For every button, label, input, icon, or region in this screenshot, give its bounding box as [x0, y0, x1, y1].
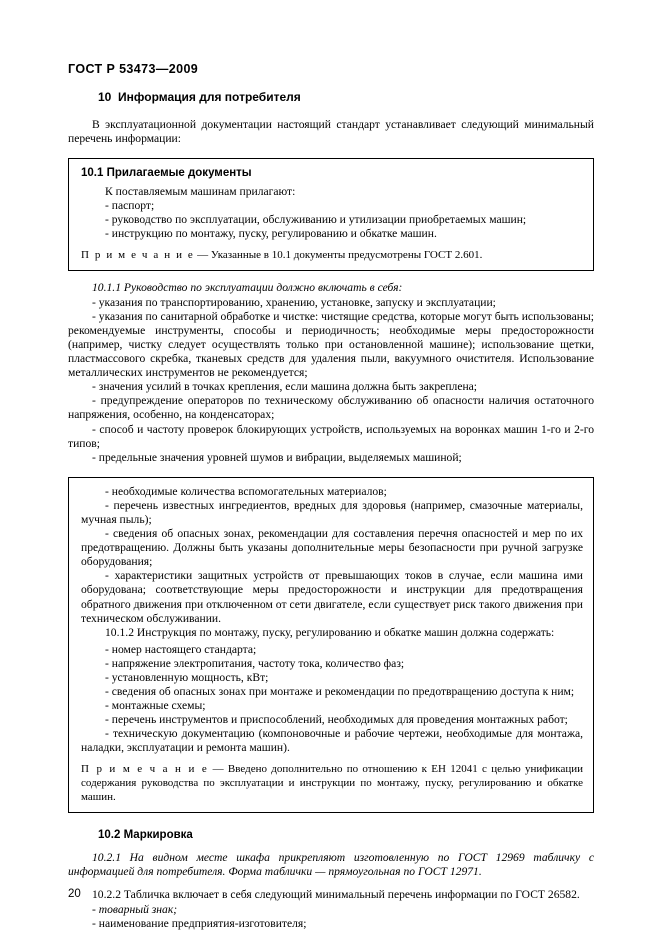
- list-item: - сведения об опасных зонах, рекомендации для составления перечня опасностей и мер по их предотвращению. Должны быть указаны дополнительные меры безопасности при ручной загрузке оборудования;: [81, 527, 583, 569]
- box-dopolnitelnye-trebovaniya: [68, 477, 594, 813]
- box1-title: 10.1 Прилагаемые документы: [81, 167, 252, 180]
- list-item: - номер настоящего стандарта;: [105, 642, 257, 656]
- section-10-2-title: 10.2 Маркировка: [98, 828, 193, 841]
- clause-10-1-2-heading: 10.1.2 Инструкция по монтажу, пуску, регулированию и обкатке машин должна содержать:: [105, 625, 555, 639]
- list-item: - предельные значения уровней шумов и вибрации, выделяемых машиной;: [92, 450, 462, 464]
- list-item: - паспорт;: [105, 199, 155, 213]
- note-text: — Введено дополнительно по отношению к ЕН 12041 с целью унификации содержания руководства по эксплуатации и инструкции по монтажу, пуску, регулированию и обкатке машин.: [81, 762, 583, 803]
- list-item: - товарный знак;: [92, 902, 178, 916]
- list-item: - необходимые количества вспомогательных материалов;: [105, 484, 387, 498]
- page-title: [98, 90, 594, 104]
- section-title-text: Информация для потребителя: [118, 90, 301, 104]
- box1-note: [81, 248, 583, 262]
- list-item: - способ и частоту проверок блокирующих устройств, используемых на воронках машин 1-го и 2-го типов;: [68, 422, 594, 450]
- note-text: — Указанные в 10.1 документы предусмотрены ГОСТ 2.601.: [194, 248, 483, 261]
- note-label: П р и м е ч а н и е: [81, 762, 209, 775]
- section-number: 10: [98, 90, 112, 104]
- list-item: - предупреждение операторов по техническому обслуживанию об опасности наличия остаточного напряжения, особенно, на конденсаторах;: [68, 394, 594, 422]
- clause-10-1-1-heading: 10.1.1 Руководство по эксплуатации должно включать в себя:: [92, 280, 403, 294]
- list-item: - техническую документацию (компоновочные и рабочие чертежи, необходимые для монтажа, наладки, эксплуатации и ремонта машин).: [81, 727, 583, 755]
- list-item: - указания по санитарной обработке и чистке: чистящие средства, которые могут быть использованы; рекомендуемые инструменты, способы и периодичность; необходимые меры предосторожности (например, чистку следует осуществлять только при остановленной машине); использование щетки, пластмассового скребка, тканевых средств для удаления пыли, вакуумного очистителя. Использование металлических инструментов не рекомендуется;: [68, 309, 594, 380]
- list-item: - установленную мощность, кВт;: [105, 671, 269, 684]
- list-item: - напряжение электропитания, частоту тока, количество фаз;: [105, 656, 405, 670]
- list-item: - сведения об опасных зонах при монтаже и рекомендации по предотвращению доступа к ним;: [105, 685, 575, 699]
- list-item: - монтажные схемы;: [105, 699, 206, 713]
- list-item: - указания по транспортированию, хранению, установке, запуску и эксплуатации;: [92, 295, 496, 309]
- page-header-standard-number: ГОСТ Р 53473—2009: [68, 62, 199, 76]
- section-intro-paragraph: В эксплуатационной документации настоящий стандарт устанавливает следующий минимальный перечень информации:: [68, 118, 594, 146]
- list-item: - значения усилий в точках крепления, если машина должна быть закреплена;: [92, 380, 478, 394]
- list-item: - перечень известных ингредиентов, вредных для здоровья (например, смазочные материалы, мучная пыль);: [81, 498, 583, 526]
- list-item: - руководство по эксплуатации, обслуживанию и утилизации приобретаемых машин;: [105, 213, 527, 227]
- clause-10-1-1: [68, 281, 594, 465]
- clause-10-2-1: 10.2.1 На видном месте шкафа прикрепляют изготовленную по ГОСТ 12969 табличку с информацией для потребителя. Форма таблички — прямоугольная по ГОСТ 12971.: [68, 850, 594, 878]
- page-content: [68, 90, 594, 931]
- list-item: - характеристики защитных устройств от превышающих токов в случае, если машина ими оборудована; соответствующие меры предосторожности и инструкции для предотвращения обратного движения при отключенном от сети двигателе, если существует риск такого движения при техническом обслуживании.: [81, 569, 583, 625]
- page-number: 20: [68, 888, 81, 900]
- list-item: - наименование предприятия-изготовителя;: [92, 916, 307, 930]
- list-item: - перечень инструментов и приспособлений, необходимых для проведения монтажных работ;: [105, 713, 568, 727]
- box2-note: [81, 762, 583, 804]
- note-label: П р и м е ч а н и е: [81, 248, 195, 261]
- list-item: - инструкцию по монтажу, пуску, регулированию и обкатке машин.: [105, 227, 437, 241]
- box1-lead: К поставляемым машинам прилагают:: [105, 185, 296, 199]
- box-prilagaemye-dokumenty: [68, 158, 594, 270]
- clause-10-2-2: 10.2.2 Табличка включает в себя следующий минимальный перечень информации по ГОСТ 26582.: [92, 887, 580, 901]
